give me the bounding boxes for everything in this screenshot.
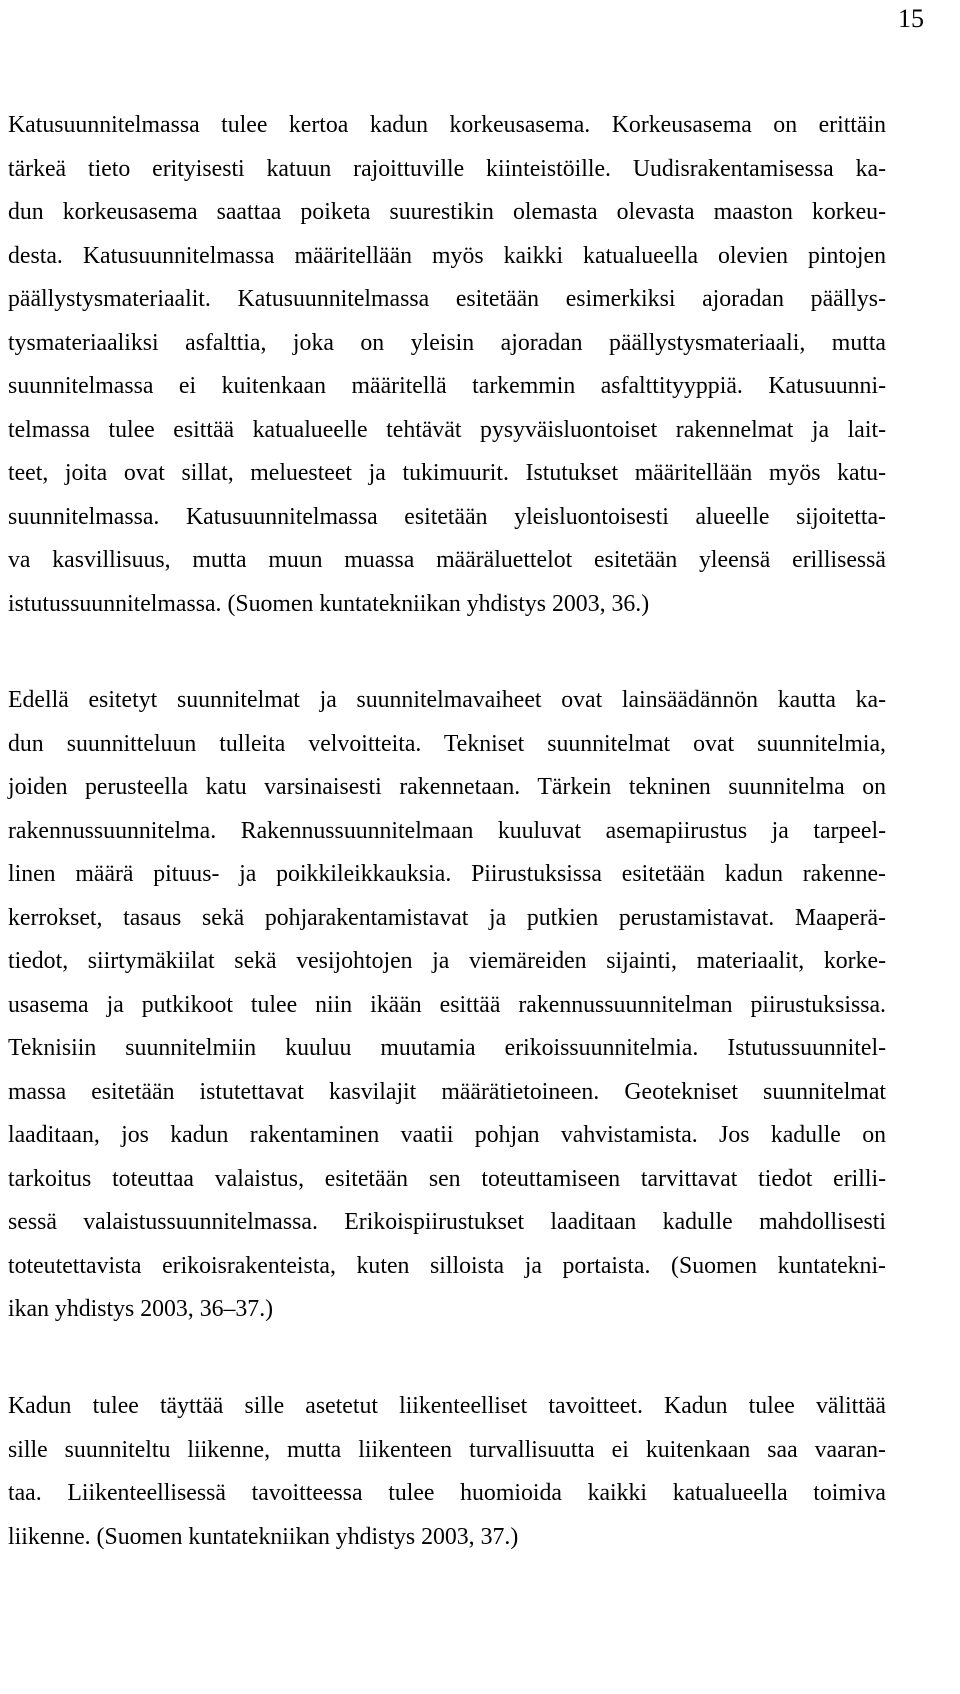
text-line: päällystysmateriaalit. Katusuunnitelmassa esitetään esimerkiksi ajoradan päällys- xyxy=(8,286,886,312)
text-line: tarkoitus toteuttaa valaistus, esitetään sen toteuttamiseen tarvittavat tiedot erilli- xyxy=(8,1165,886,1192)
text-line: rakennussuunnitelma. Rakennussuunnitelmaan kuuluvat asemapiirustus ja tarpeel- xyxy=(8,817,886,844)
text-line: Katusuunnitelmassa tulee kertoa kadun korkeusasema. Korkeusasema on erittäin xyxy=(8,112,886,138)
text-line: liikenne. (Suomen kuntatekniikan yhdistys 2003, 37.) xyxy=(8,1523,519,1550)
text-line: joiden perusteella katu varsinaisesti rakennetaan. Tärkein tekninen suunnitelma on xyxy=(8,774,886,800)
text-line: suunnitelmassa ei kuitenkaan määritellä tarkemmin asfalttityyppiä. Katusuunni- xyxy=(8,373,886,399)
text-line: toteutettavista erikoisrakenteista, kuten silloista ja portaista. (Suomen kuntatekni- xyxy=(8,1252,886,1279)
text-line: linen määrä pituus- ja poikkileikkauksia. Piirustuksissa esitetään kadun rakenne- xyxy=(8,861,886,887)
paragraph-traffic-goals xyxy=(8,1385,886,1559)
text-line: sille suunniteltu liikenne, mutta liikenteen turvallisuutta ei kuitenkaan saa vaaran- xyxy=(8,1436,886,1463)
text-line: laaditaan, jos kadun rakentaminen vaatii pohjan vahvistamista. Jos kadulle on xyxy=(8,1122,886,1148)
text-line: Teknisiin suunnitelmiin kuuluu muutamia erikoissuunnitelmia. Istutussuunnitel- xyxy=(8,1035,886,1061)
text-line: istutussuunnitelmassa. (Suomen kuntatekniikan yhdistys 2003, 36.) xyxy=(8,590,650,617)
paragraph-street-plan xyxy=(8,104,886,626)
text-line: kerrokset, tasaus sekä pohjarakentamistavat ja putkien perustamistavat. Maaperä- xyxy=(8,904,886,931)
text-line: Edellä esitetyt suunnitelmat ja suunnitelmavaiheet ovat lainsäädännön kautta ka- xyxy=(8,687,886,713)
text-line: suunnitelmassa. Katusuunnitelmassa esitetään yleisluontoisesti alueelle sijoitetta- xyxy=(8,503,886,530)
text-line: va kasvillisuus, mutta muun muassa määräluettelot esitetään yleensä erillisessä xyxy=(8,547,886,573)
text-line: teet, joita ovat sillat, meluesteet ja tukimuurit. Istutukset määritellään myös katu- xyxy=(8,460,886,486)
text-line: sessä valaistussuunnitelmassa. Erikoispiirustukset laaditaan kadulle mahdollisesti xyxy=(8,1209,886,1235)
page-number: 15 xyxy=(898,4,924,33)
paragraph-technical-plans xyxy=(8,679,886,1332)
text-line: usasema ja putkikoot tulee niin ikään esittää rakennussuunnitelman piirustuksissa. xyxy=(8,991,886,1018)
text-line: dun korkeusasema saattaa poiketa suurestikin olemasta olevasta maaston korkeu- xyxy=(8,199,886,225)
text-line: ikan yhdistys 2003, 36–37.) xyxy=(8,1296,274,1322)
text-line: tärkeä tieto erityisesti katuun rajoittuville kiinteistöille. Uudisrakentamisessa ka- xyxy=(8,155,886,182)
text-line: telmassa tulee esittää katualueelle tehtävät pysyväisluontoiset rakennelmat ja lait- xyxy=(8,416,886,443)
text-line: tiedot, siirtymäkiilat sekä vesijohtojen ja viemäreiden sijainti, materiaalit, korke- xyxy=(8,948,886,974)
text-line: tysmateriaaliksi asfalttia, joka on yleisin ajoradan päällystysmateriaali, mutta xyxy=(8,329,886,356)
text-line: massa esitetään istutettavat kasvilajit määrätietoineen. Geotekniset suunnitelmat xyxy=(8,1078,886,1105)
text-line: desta. Katusuunnitelmassa määritellään myös kaikki katualueella olevien pintojen xyxy=(8,242,886,269)
text-line: dun suunnitteluun tulleita velvoitteita. Tekniset suunnitelmat ovat suunnitelmia, xyxy=(8,730,886,757)
text-line: Kadun tulee täyttää sille asetetut liikenteelliset tavoitteet. Kadun tulee välittää xyxy=(8,1393,886,1419)
text-line: taa. Liikenteellisessä tavoitteessa tulee huomioida kaikki katualueella toimiva xyxy=(8,1480,886,1506)
